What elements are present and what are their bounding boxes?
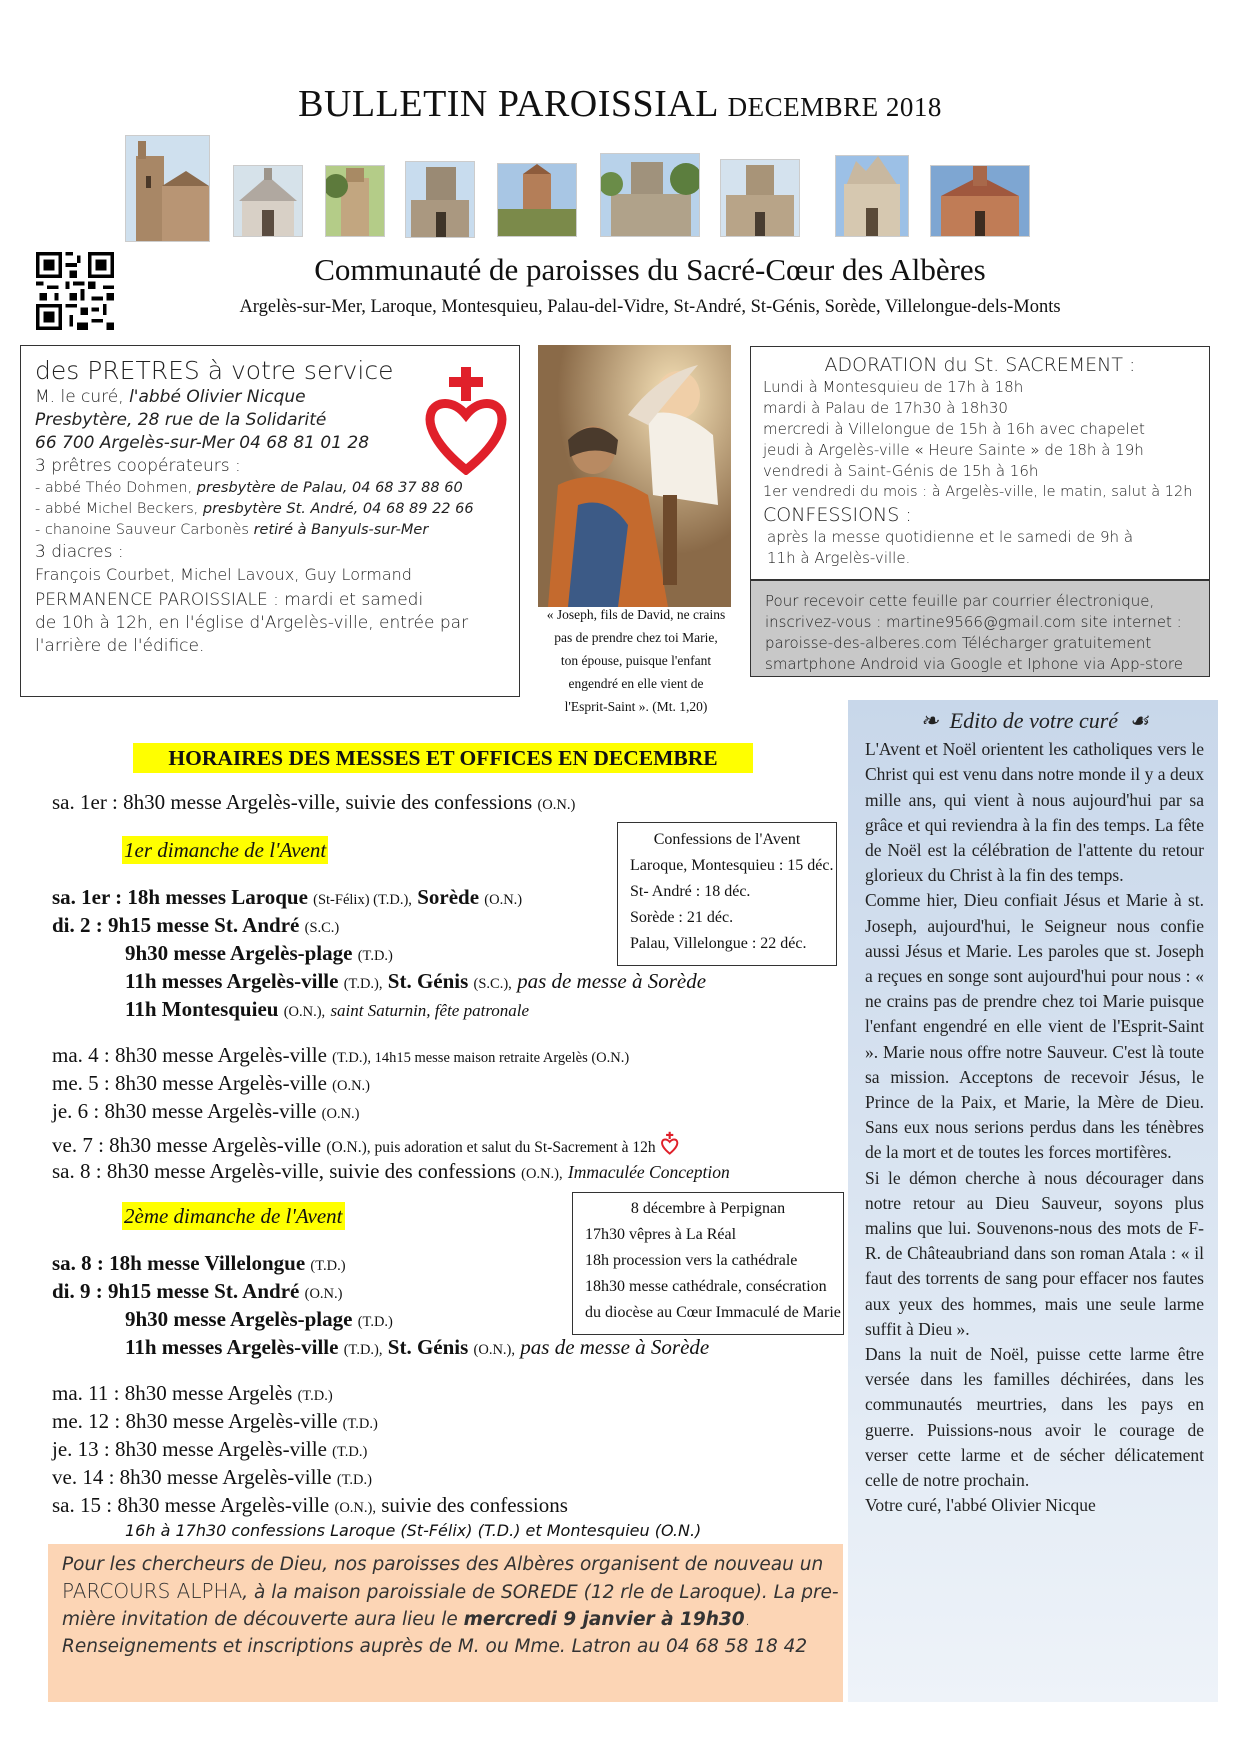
deacons-heading: 3 diacres : — [35, 542, 124, 562]
adoration-line: Lundi à Montesquieu de 17h à 18h — [763, 378, 1024, 396]
schedule-row: ma. 4 : 8h30 messe Argelès-ville (T.D.), 14h15 messe maison retraite Argelès (O.N.) — [52, 1043, 630, 1067]
coop-2-name: - abbé Michel Beckers, — [35, 501, 199, 517]
title-main: BULLETIN PAROISSIAL — [298, 83, 718, 125]
email-line: Pour recevoir cette feuille par courrier électronique, — [765, 592, 1155, 610]
caption-line: l'Esprit-Saint ». (Mt. 1,20) — [564, 699, 708, 714]
edito-paragraph: Comme hier, Dieu confiait Jésus et Marie à st. Joseph, aujourd'hui, le Seigneur nous confie aussi Jésus et Marie. Les paroles que st. Joseph a reçues en songe sont aujourd'hui pour nous : « ne crains pas de prendre chez toi Marie puisque l'enfant engendré en elle vient de l'Esprit-Saint ». Marie nous offre notre Sauveur. C'est là toute sa mission. Acceptons de recevoir Jésus, le Prince de la Paix, et Marie, la Mère de Dieu. Sans eux nous serions perdus dans les ténèbres de la mort et de toutes les forces mortifères. — [865, 890, 1204, 1163]
qr-code-icon — [36, 252, 114, 330]
fleuron-right-icon: ☙ — [1129, 708, 1149, 733]
confessions-advent-box — [617, 822, 837, 966]
community-name: Communauté de paroisses du Sacré-Cœur des Albères — [314, 252, 986, 287]
schedule-row: di. 9 : 9h15 messe St. André (O.N.) — [52, 1279, 343, 1303]
alpha-highlight: PARCOURS ALPHA — [62, 1579, 243, 1603]
schedule-row: sa. 8 : 8h30 messe Argelès-ville, suivie des confessions (O.N.), Immaculée Conception — [52, 1159, 730, 1183]
coop-1-info: presbytère de Palau, 04 68 37 88 60 — [196, 480, 463, 496]
perpignan-line: 18h30 messe cathédrale, consécration — [585, 1278, 827, 1295]
cure-city-phone: 66 700 Argelès-sur-Mer 04 68 81 01 28 — [35, 433, 370, 453]
confessions-heading: CONFESSIONS : — [763, 504, 912, 526]
sacred-heart-icon — [425, 365, 510, 475]
cure-title: M. le curé, — [35, 387, 124, 407]
email-line: inscrivez-vous : martine9566@gmail.com site internet : — [765, 613, 1182, 631]
confessions-advent-line: Palau, Villelongue : 22 déc. — [630, 935, 807, 952]
church-photo — [125, 135, 210, 242]
schedule-row: je. 13 : 8h30 messe Argelès-ville (T.D.) — [52, 1437, 368, 1461]
coop-3-info: retiré à Banyuls-sur-Mer — [253, 522, 429, 538]
church-photo — [835, 155, 909, 237]
schedule-row: ve. 7 : 8h30 messe Argelès-ville (O.N.), puis adoration et salut du St-Sacrement à 12h — [52, 1131, 679, 1158]
schedule-row: je. 6 : 8h30 messe Argelès-ville (O.N.) — [52, 1099, 360, 1123]
alpha-line: , à la maison paroissiale de SOREDE (12 rle de Laroque). La pre- — [242, 1582, 839, 1603]
schedule-row: 11h messes Argelès-ville (T.D.), St. Génis (O.N.), pas de messe à Sorède — [125, 1335, 710, 1359]
adoration-line: vendredi à Saint-Génis de 15h à 16h — [763, 462, 1039, 480]
perpignan-line: 18h procession vers la cathédrale — [585, 1252, 798, 1269]
confessions-line-1: après la messe quotidienne et le samedi de 9h à — [767, 528, 1134, 546]
church-photo — [233, 165, 303, 237]
adoration-line: mercredi à Villelongue de 15h à 16h avec chapelet — [763, 420, 1145, 438]
confessions-advent-title: Confessions de l'Avent — [653, 831, 801, 848]
email-line: smartphone Android via Google et Iphone via App-store — [765, 655, 1183, 673]
coop-heading: 3 prêtres coopérateurs : — [35, 456, 241, 476]
church-photo — [600, 153, 700, 237]
schedule-row: 11h Montesquieu (O.N.), saint Saturnin, fête patronale — [125, 997, 530, 1021]
coop-2-info: presbytère St. André, 04 68 89 22 66 — [202, 501, 474, 517]
parcours-alpha-box: Pour les chercheurs de Dieu, nos paroisses des Albères organisent de nouveau un PARCOURS ALPHA, à la maison paroissiale de SOREDE (12 rle de Laroque). La pre- mière invitation de découverte aura lieu le mercredi 9 janvier à 19h30. Renseignements et inscriptions auprès de M. ou Mme. Latron au 04 68 58 18 42 — [48, 1544, 843, 1702]
alpha-line: Pour les chercheurs de Dieu, nos paroisses des Albères organisent de nouveau un — [62, 1554, 824, 1575]
adoration-heading: ADORATION du St. SACREMENT : — [824, 354, 1136, 376]
caption-line: engendré en elle vient de — [568, 676, 704, 691]
perpignan-line: du diocèse au Cœur Immaculé de Marie — [585, 1304, 841, 1321]
adoration-box — [750, 346, 1210, 580]
caption-line: pas de prendre chez toi Marie, — [554, 630, 718, 645]
schedule-row: ve. 14 : 8h30 messe Argelès-ville (T.D.) — [52, 1465, 372, 1489]
deacons-list: François Courbet, Michel Lavoux, Guy Lormand — [35, 565, 412, 584]
confessions-advent-line: Laroque, Montesquieu : 15 déc. — [630, 857, 834, 874]
email-line: paroisse-des-alberes.com Télécharger gratuitement — [765, 634, 1152, 652]
edito-paragraph: Dans la nuit de Noël, puisse cette larme être versée dans les familles déchirées, dans les communautés meurtries, dans les pays en guerre. Puissions-nous avoir le courage de verser cette larme et de sécher délicatement celle de notre prochain. — [865, 1344, 1204, 1491]
caption-line: ton épouse, puisque l'enfant — [560, 653, 712, 668]
edito-paragraph: L'Avent et Noël orientent les catholiques vers le Christ qui est venu dans notre monde il y a deux mille ans, qui vient à nous aujourd'hui par sa grâce et qui reviendra à la fin des temps. La fête de Noël est la célébration de l'attente du retour glorieux du Christ à la fin des temps. — [865, 739, 1204, 886]
adoration-line: jeudi à Argelès-ville « Heure Sainte » de 18h à 19h — [763, 441, 1144, 459]
schedule-row: sa. 8 : 18h messe Villelongue (T.D.) — [52, 1251, 346, 1275]
edito-title: ❧ Edito de votre curé ☙ — [920, 708, 1149, 733]
edito-paragraph: Si le démon cherche à nous décourager dans notre retour au Dieu Sauveur, soyons plus malins que lui. Souvenons-nous des mots de F-R. de Châteaubriand dans son roman Atala : « il faut des torrents de sang pour effacer nos fautes aux yeux des hommes, mais une seule larme suffit à Dieu ». — [865, 1167, 1204, 1339]
confessions-advent-line: St- André : 18 déc. — [630, 883, 751, 900]
sacred-heart-icon — [661, 1131, 679, 1155]
page-title — [0, 82, 1240, 126]
permanence-line-1: PERMANENCE PAROISSIALE : mardi et samedi — [35, 590, 424, 610]
fleuron-left-icon: ❧ — [920, 708, 939, 733]
permanence-line-2: de 10h à 12h, en l'église d'Argelès-ville, entrée par — [35, 613, 469, 633]
sunday-heading-2: 2ème dimanche de l'Avent — [124, 1204, 343, 1228]
cure-name: l'abbé Olivier Nicque — [129, 387, 306, 407]
horaires-title: HORAIRES DES MESSES ET OFFICES EN DECEMBRE — [133, 743, 753, 773]
schedule-row: 9h30 messe Argelès-plage (T.D.) — [125, 1307, 393, 1331]
title-month: DECEMBRE 2018 — [727, 92, 942, 122]
schedule-row: 9h30 messe Argelès-plage (T.D.) — [125, 941, 393, 965]
coop-1-name: - abbé Théo Dohmen, — [35, 480, 193, 496]
priests-heading: des PRETRES à votre service — [35, 356, 394, 385]
painting-caption — [536, 603, 736, 718]
caption-line: « Joseph, fils de David, ne crains — [546, 607, 726, 622]
cure-address: Presbytère, 28 rue de la Solidarité — [35, 410, 327, 430]
confessions-advent-line: Sorède : 21 déc. — [630, 909, 734, 926]
schedule-row: sa. 1er : 8h30 messe Argelès-ville, suivie des confessions (O.N.) — [52, 790, 576, 814]
perpignan-title: 8 décembre à Perpignan — [630, 1200, 786, 1217]
coop-3-name: - chanoine Sauveur Carbonès — [35, 522, 249, 538]
sunday-heading-1: 1er dimanche de l'Avent — [124, 838, 327, 862]
church-photo — [497, 163, 577, 237]
adoration-line: mardi à Palau de 17h30 à 18h30 — [763, 399, 1008, 417]
edito-signature: Votre curé, l'abbé Olivier Nicque — [865, 1495, 1096, 1516]
schedule-row: ma. 11 : 8h30 messe Argelès (T.D.) — [52, 1381, 333, 1405]
alpha-line: mière invitation de découverte aura lieu le — [62, 1609, 464, 1630]
schedule-row: sa. 15 : 8h30 messe Argelès-ville (O.N.), suivie des confessions — [52, 1493, 568, 1517]
church-photos-strip — [125, 135, 1155, 245]
schedule-row: me. 12 : 8h30 messe Argelès-ville (T.D.) — [52, 1409, 378, 1433]
church-photo — [720, 159, 800, 237]
church-photo — [405, 161, 475, 238]
edito-column — [848, 700, 1218, 1702]
alpha-line: Renseignements et inscriptions auprès de M. ou Mme. Latron au 04 68 58 18 42 — [62, 1636, 808, 1657]
perpignan-line: 17h30 vêpres à La Réal — [585, 1226, 737, 1243]
schedule-row: 16h à 17h30 confessions Laroque (St-Félix) (T.D.) et Montesquieu (O.N.) — [125, 1521, 702, 1540]
alpha-date: mercredi 9 janvier à 19h30 — [463, 1609, 745, 1630]
schedule-row: me. 5 : 8h30 messe Argelès-ville (O.N.) — [52, 1071, 371, 1095]
email-subscribe-box — [750, 580, 1210, 677]
schedule-row: 11h messes Argelès-ville (T.D.), St. Génis (S.C.), pas de messe à Sorède — [125, 969, 707, 993]
adoration-line: 1er vendredi du mois : à Argelès-ville, le matin, salut à 12h — [763, 484, 1193, 500]
schedule-row: di. 2 : 9h15 messe St. André (S.C.) — [52, 913, 340, 937]
church-photo — [930, 165, 1030, 237]
joseph-painting — [538, 345, 731, 607]
schedule-row: sa. 1er : 18h messes Laroque (St-Félix) (T.D.), Sorède (O.N.) — [52, 885, 523, 909]
permanence-line-3: l'arrière de l'édifice. — [35, 636, 205, 656]
towns-list: Argelès-sur-Mer, Laroque, Montesquieu, Palau-del-Vidre, St-André, St-Génis, Sorède, Villelongue-dels-Monts — [239, 297, 1061, 317]
confessions-line-2: 11h à Argelès-ville. — [767, 549, 911, 567]
church-photo — [325, 165, 385, 237]
perpignan-box — [572, 1192, 844, 1335]
